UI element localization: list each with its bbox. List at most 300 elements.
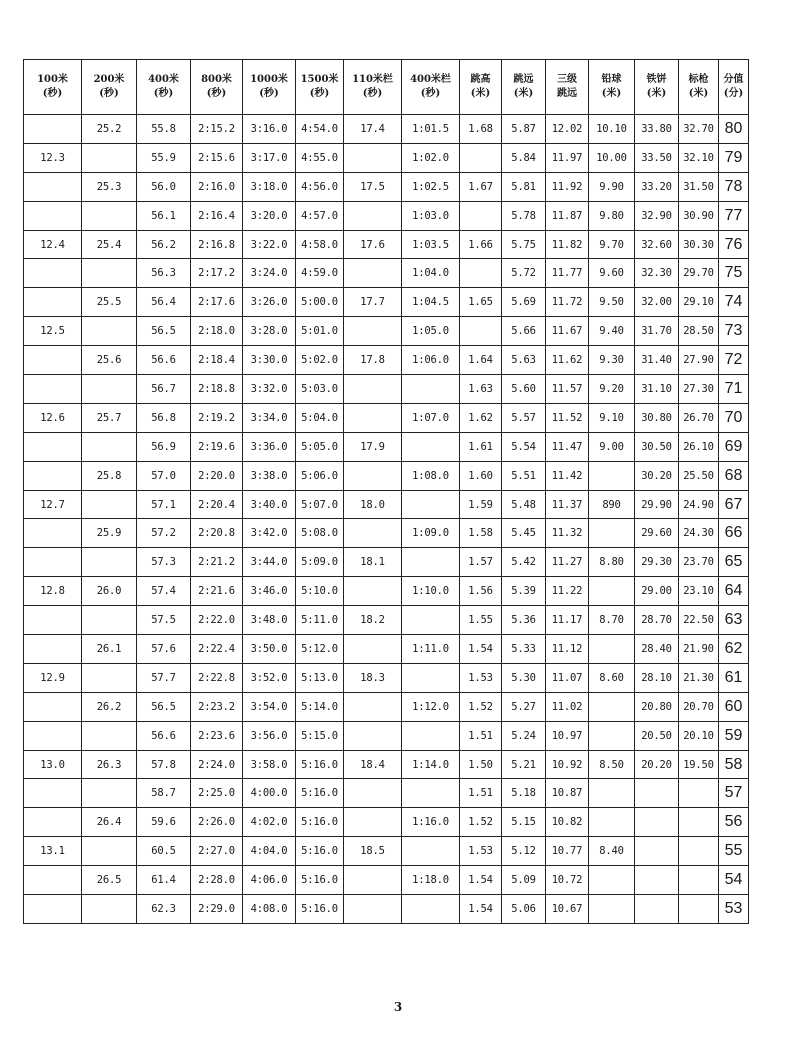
table-cell: 57.4 [137,577,191,606]
table-cell: 61.4 [137,866,191,895]
table-cell: 5.42 [502,548,546,577]
table-cell: 5:15.0 [296,721,344,750]
table-cell [635,779,679,808]
table-cell: 11.17 [546,606,589,635]
score-cell: 59 [719,721,749,750]
header-cell: 分值 (分) [719,60,749,115]
table-cell: 9.10 [589,403,635,432]
table-cell [82,837,137,866]
table-cell: 1.54 [460,866,502,895]
table-cell: 1.68 [460,115,502,144]
table-cell: 4:06.0 [243,866,296,895]
table-cell [24,375,82,404]
table-cell: 1.56 [460,577,502,606]
table-cell: 2:16.8 [191,230,243,259]
table-cell: 20.50 [635,721,679,750]
table-cell: 30.80 [635,403,679,432]
table-cell: 5.12 [502,837,546,866]
table-cell: 5.72 [502,259,546,288]
table-cell: 12.8 [24,577,82,606]
table-cell: 29.70 [679,259,719,288]
table-row [24,172,749,201]
table-cell: 26.10 [679,432,719,461]
table-cell: 57.6 [137,635,191,664]
table-row [24,808,749,837]
table-cell: 1:01.5 [402,115,460,144]
table-cell: 33.80 [635,115,679,144]
table-cell: 1.64 [460,346,502,375]
table-cell [344,692,402,721]
score-cell: 78 [719,172,749,201]
table-cell [82,606,137,635]
table-cell [82,143,137,172]
table-cell: 25.5 [82,288,137,317]
table-cell: 32.90 [635,201,679,230]
header-cell: 1000米 (秒) [243,60,296,115]
table-row [24,577,749,606]
table-cell: 19.50 [679,750,719,779]
table-cell: 2:15.2 [191,115,243,144]
table-cell: 4:08.0 [243,895,296,924]
table-cell: 3:18.0 [243,172,296,201]
table-cell: 30.50 [635,432,679,461]
table-cell [82,490,137,519]
table-cell: 3:50.0 [243,635,296,664]
table-cell [635,895,679,924]
table-row [24,606,749,635]
table-cell: 29.00 [635,577,679,606]
table-cell [460,317,502,346]
table-cell: 1:03.0 [402,201,460,230]
table-cell: 8.80 [589,548,635,577]
table-row [24,490,749,519]
table-cell: 3:36.0 [243,432,296,461]
table-cell: 17.5 [344,172,402,201]
table-cell: 3:42.0 [243,519,296,548]
table-cell: 57.1 [137,490,191,519]
table-cell: 2:18.8 [191,375,243,404]
table-cell: 20.80 [635,692,679,721]
table-cell: 1.67 [460,172,502,201]
header-cell: 1500米 (秒) [296,60,344,115]
table-cell: 31.40 [635,346,679,375]
table-cell: 56.0 [137,172,191,201]
table-cell: 56.6 [137,721,191,750]
table-cell [635,866,679,895]
table-body [24,115,749,924]
table-cell: 5.06 [502,895,546,924]
table-cell: 5.54 [502,432,546,461]
table-cell: 33.50 [635,143,679,172]
table-cell: 12.7 [24,490,82,519]
header-cell: 三级 跳远 [546,60,589,115]
score-cell: 74 [719,288,749,317]
table-cell: 5:16.0 [296,866,344,895]
header-cell: 400米栏 (秒) [402,60,460,115]
table-cell: 1:03.5 [402,230,460,259]
table-cell: 1:05.0 [402,317,460,346]
score-cell: 63 [719,606,749,635]
table-cell: 26.5 [82,866,137,895]
table-cell: 5.09 [502,866,546,895]
table-cell: 1:02.5 [402,172,460,201]
table-cell: 26.4 [82,808,137,837]
table-cell [24,895,82,924]
score-cell: 65 [719,548,749,577]
table-cell: 4:54.0 [296,115,344,144]
table-cell: 1.58 [460,519,502,548]
table-cell: 24.90 [679,490,719,519]
header-cell: 400米 (秒) [137,60,191,115]
table-cell: 2:22.8 [191,663,243,692]
table-row [24,779,749,808]
table-cell: 5.45 [502,519,546,548]
table-cell [344,808,402,837]
score-cell: 66 [719,519,749,548]
score-cell: 77 [719,201,749,230]
table-cell: 1.51 [460,779,502,808]
table-cell: 9.40 [589,317,635,346]
table-cell: 2:21.2 [191,548,243,577]
table-cell: 18.3 [344,663,402,692]
table-cell: 17.6 [344,230,402,259]
table-cell: 8.50 [589,750,635,779]
table-cell: 10.77 [546,837,589,866]
table-cell: 9.20 [589,375,635,404]
table-cell [589,519,635,548]
table-cell: 2:17.2 [191,259,243,288]
table-cell: 10.92 [546,750,589,779]
table-cell: 1.62 [460,403,502,432]
table-cell: 1:11.0 [402,635,460,664]
table-cell: 17.7 [344,288,402,317]
table-cell: 5.81 [502,172,546,201]
table-cell [24,548,82,577]
table-cell [679,779,719,808]
table-cell: 5:16.0 [296,895,344,924]
table-cell: 1:12.0 [402,692,460,721]
table-cell: 5.21 [502,750,546,779]
table-cell: 3:30.0 [243,346,296,375]
table-cell: 5.51 [502,461,546,490]
score-cell: 54 [719,866,749,895]
table-cell [589,808,635,837]
table-row [24,375,749,404]
table-cell: 26.1 [82,635,137,664]
table-cell [344,866,402,895]
score-cell: 67 [719,490,749,519]
table-cell: 2:23.2 [191,692,243,721]
table-cell: 57.2 [137,519,191,548]
score-cell: 70 [719,403,749,432]
table-cell: 25.4 [82,230,137,259]
table-cell: 4:58.0 [296,230,344,259]
table-cell: 3:38.0 [243,461,296,490]
table-cell: 1.60 [460,461,502,490]
table-cell [589,895,635,924]
table-cell: 31.50 [679,172,719,201]
table-cell [402,837,460,866]
table-cell: 57.7 [137,663,191,692]
score-cell: 72 [719,346,749,375]
table-cell [24,635,82,664]
table-cell [589,635,635,664]
table-cell: 1.57 [460,548,502,577]
table-cell: 26.70 [679,403,719,432]
table-cell: 9.70 [589,230,635,259]
header-cell: 跳高 (米) [460,60,502,115]
table-cell: 5.39 [502,577,546,606]
table-cell: 29.90 [635,490,679,519]
table-cell: 1.52 [460,808,502,837]
table-cell: 3:26.0 [243,288,296,317]
table-cell [679,808,719,837]
table-cell [402,663,460,692]
table-cell: 1.53 [460,837,502,866]
table-cell: 3:20.0 [243,201,296,230]
table-cell: 1.54 [460,895,502,924]
table-cell: 5:09.0 [296,548,344,577]
table-row [24,895,749,924]
table-row [24,201,749,230]
table-cell: 12.6 [24,403,82,432]
table-cell: 3:46.0 [243,577,296,606]
table-cell: 23.70 [679,548,719,577]
table-cell: 5.66 [502,317,546,346]
table-cell: 1.63 [460,375,502,404]
table-cell: 9.80 [589,201,635,230]
table-cell: 5:01.0 [296,317,344,346]
table-cell: 2:26.0 [191,808,243,837]
table-cell [344,895,402,924]
table-cell [24,692,82,721]
table-cell: 5:04.0 [296,403,344,432]
table-cell: 2:15.6 [191,143,243,172]
table-cell: 32.70 [679,115,719,144]
table-cell [679,837,719,866]
table-cell: 11.92 [546,172,589,201]
table-cell: 5:16.0 [296,808,344,837]
table-cell [82,895,137,924]
table-cell [82,432,137,461]
table-cell: 11.22 [546,577,589,606]
table-cell: 20.10 [679,721,719,750]
table-cell [24,201,82,230]
table-cell [402,490,460,519]
table-cell: 11.42 [546,461,589,490]
table-cell: 3:56.0 [243,721,296,750]
table-cell: 26.2 [82,692,137,721]
table-cell: 2:22.0 [191,606,243,635]
table-cell [402,895,460,924]
table-cell: 11.77 [546,259,589,288]
header-cell: 100米 (秒) [24,60,82,115]
table-cell: 2:17.6 [191,288,243,317]
score-cell: 56 [719,808,749,837]
table-cell: 5.18 [502,779,546,808]
table-cell [82,721,137,750]
table-cell: 3:28.0 [243,317,296,346]
table-cell: 28.10 [635,663,679,692]
table-cell: 26.3 [82,750,137,779]
table-row [24,692,749,721]
table-cell: 1.65 [460,288,502,317]
table-cell: 9.30 [589,346,635,375]
table-cell: 5:16.0 [296,837,344,866]
table-cell: 56.3 [137,259,191,288]
table-cell [82,317,137,346]
score-cell: 62 [719,635,749,664]
table-cell: 24.30 [679,519,719,548]
table-cell: 4:57.0 [296,201,344,230]
table-cell: 9.50 [589,288,635,317]
table-cell: 5:11.0 [296,606,344,635]
table-cell: 9.00 [589,432,635,461]
score-cell: 58 [719,750,749,779]
table-cell: 3:52.0 [243,663,296,692]
table-cell [344,577,402,606]
score-cell: 60 [719,692,749,721]
table-cell: 5:06.0 [296,461,344,490]
table-cell: 12.4 [24,230,82,259]
table-cell [589,866,635,895]
table-cell: 5.69 [502,288,546,317]
table-cell: 21.90 [679,635,719,664]
table-cell: 5.15 [502,808,546,837]
table-cell: 20.20 [635,750,679,779]
table-cell: 5:16.0 [296,750,344,779]
table-cell: 12.5 [24,317,82,346]
table-cell: 2:19.2 [191,403,243,432]
table-cell: 18.1 [344,548,402,577]
table-cell: 11.57 [546,375,589,404]
header-cell: 跳远 (米) [502,60,546,115]
table-cell: 27.90 [679,346,719,375]
table-cell [635,837,679,866]
score-cell: 68 [719,461,749,490]
table-cell: 5.78 [502,201,546,230]
table-cell: 10.10 [589,115,635,144]
table-cell: 3:22.0 [243,230,296,259]
table-cell: 5.24 [502,721,546,750]
table-cell [24,866,82,895]
table-row [24,143,749,172]
table-cell [24,432,82,461]
table-cell [24,779,82,808]
table-cell: 11.12 [546,635,589,664]
table-row [24,461,749,490]
header-cell: 110米栏 (秒) [344,60,402,115]
table-cell: 1:08.0 [402,461,460,490]
table-cell [344,635,402,664]
table-cell: 32.30 [635,259,679,288]
table-cell: 5:05.0 [296,432,344,461]
table-cell [589,577,635,606]
table-cell: 10.00 [589,143,635,172]
table-cell: 9.90 [589,172,635,201]
table-cell [460,201,502,230]
table-cell: 5:10.0 [296,577,344,606]
table-cell: 10.72 [546,866,589,895]
table-cell [344,403,402,432]
table-cell: 59.6 [137,808,191,837]
table-cell [344,143,402,172]
table-cell: 30.20 [635,461,679,490]
table-cell: 56.5 [137,692,191,721]
table-cell: 1:18.0 [402,866,460,895]
table-cell: 11.32 [546,519,589,548]
table-cell: 3:44.0 [243,548,296,577]
table-cell [679,895,719,924]
table-row [24,115,749,144]
table-cell: 8.60 [589,663,635,692]
table-row [24,346,749,375]
table-cell: 1.53 [460,663,502,692]
table-cell: 29.60 [635,519,679,548]
score-cell: 79 [719,143,749,172]
table-cell: 56.5 [137,317,191,346]
table-cell [402,375,460,404]
table-cell: 2:28.0 [191,866,243,895]
table-cell: 1.54 [460,635,502,664]
table-cell [344,519,402,548]
table-cell [344,375,402,404]
table-row [24,750,749,779]
table-cell [24,259,82,288]
table-cell: 5:07.0 [296,490,344,519]
table-cell [402,432,460,461]
table-cell: 11.67 [546,317,589,346]
table-cell [82,259,137,288]
table-cell: 12.3 [24,143,82,172]
table-cell: 3:48.0 [243,606,296,635]
table-cell: 56.1 [137,201,191,230]
table-cell: 17.9 [344,432,402,461]
table-cell [82,375,137,404]
table-cell: 5.75 [502,230,546,259]
table-cell: 18.4 [344,750,402,779]
table-cell: 1.51 [460,721,502,750]
table-cell: 5:02.0 [296,346,344,375]
table-cell: 58.7 [137,779,191,808]
table-cell [589,779,635,808]
table-cell: 5:03.0 [296,375,344,404]
table-cell: 5.36 [502,606,546,635]
table-cell: 11.27 [546,548,589,577]
score-cell: 64 [719,577,749,606]
table-cell: 56.8 [137,403,191,432]
header-cell: 200米 (秒) [82,60,137,115]
table-cell [344,317,402,346]
table-cell: 4:00.0 [243,779,296,808]
table-cell: 25.6 [82,346,137,375]
table-cell: 57.0 [137,461,191,490]
table-cell: 5:08.0 [296,519,344,548]
table-cell [82,548,137,577]
table-cell: 56.2 [137,230,191,259]
table-cell: 22.50 [679,606,719,635]
table-cell: 31.10 [635,375,679,404]
table-cell: 1.50 [460,750,502,779]
score-cell: 69 [719,432,749,461]
table-cell [24,606,82,635]
table-cell: 4:59.0 [296,259,344,288]
table-cell: 3:24.0 [243,259,296,288]
table-cell: 5:12.0 [296,635,344,664]
table-cell: 10.87 [546,779,589,808]
table-row [24,317,749,346]
table-cell: 23.10 [679,577,719,606]
